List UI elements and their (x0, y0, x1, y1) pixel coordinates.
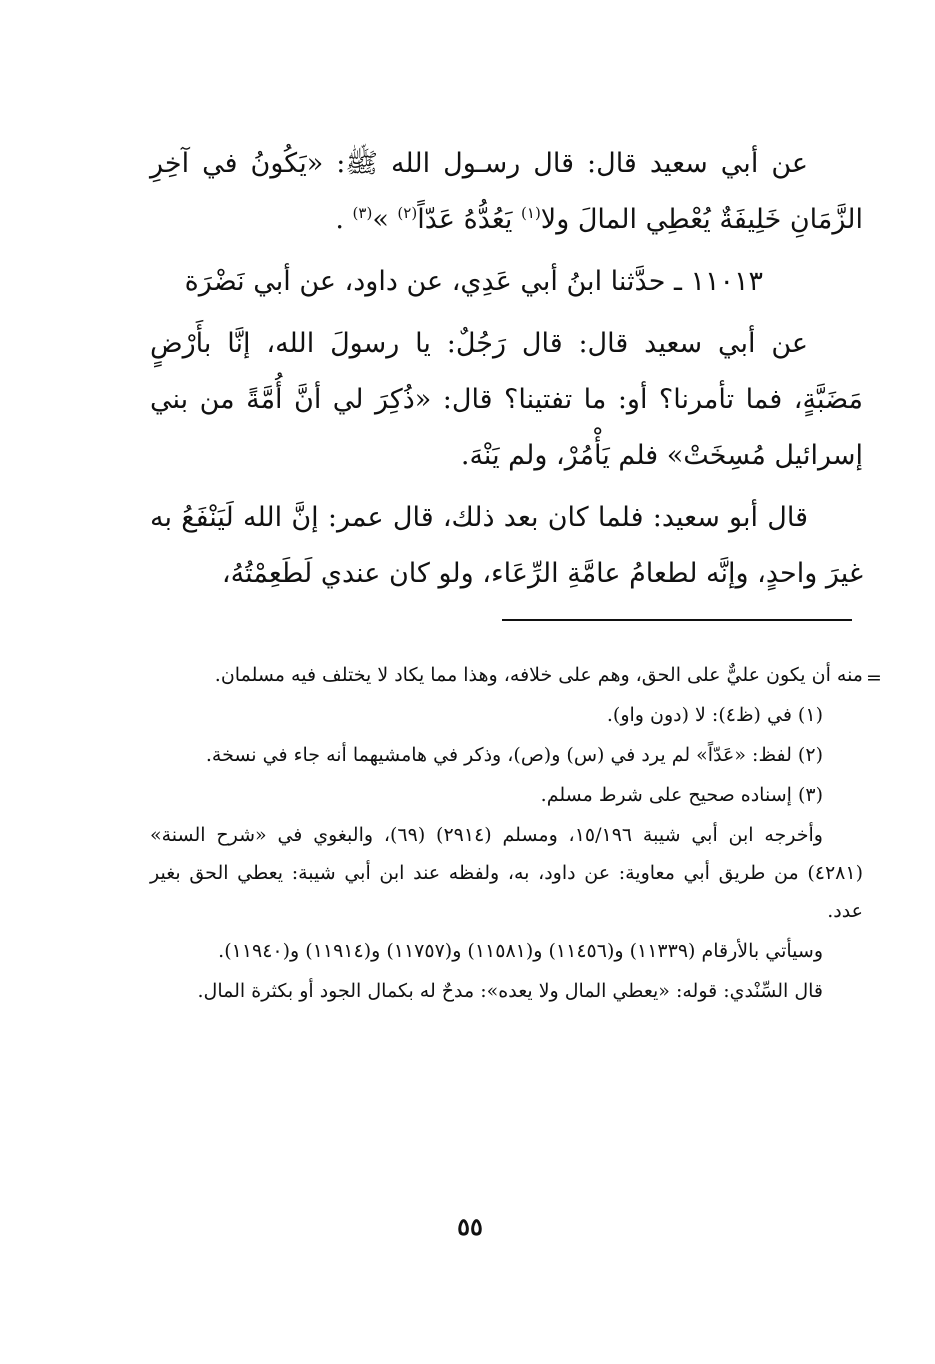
footnote-3-cross-refs: وسيأتي بالأرقام (١١٣٣٩) و(١١٤٥٦) و(١١٥٨١) و(١١٧٥٧) و(١١٩١٤) و(١١٩٤٠). (218, 940, 823, 962)
footnote-continuation: منه أن يكون عليٌّ على الحق، وهم على خلافه، وهذا مما يكاد لا يختلف فيه مسلمان. (214, 664, 863, 686)
footnote-2: (٢) لفظ: «عَدّاً» لم يرد في (س) و(ص)، وذكر في هامشيهما أنه جاء في نسخة. (205, 744, 823, 766)
footnote-ref-2: (٢) (397, 204, 418, 222)
hadith-paragraph-2: عن أبي سعيد قال: قال رَجُلٌ: يا رسولَ الله، إنَّا بأَرْضٍ مَضَبَّةٍ، فما تأمرنا؟ أو: ما تفتينا؟ قال: «ذُكِرَ لي أنَّ أُمَّةً من بني إسرائيل مُسِخَتْ» فلم يَأْمُرْ، ولم يَنْهَ. (150, 328, 863, 471)
main-text-body (150, 136, 863, 608)
footnote-3-takhrij: وأخرجه ابن أبي شيبة ١٥/١٩٦، ومسلم (٢٩١٤) (٦٩)، والبغوي في «شرح السنة» (٤٢٨١) من طريق أبي معاوية: عن داود، به، ولفظه عند ابن أبي شيبة: يعطي الحق بغير عدد. (150, 824, 863, 922)
hadith-paragraph-3: قال أبو سعيد: فلما كان بعد ذلك، قال عمر: إنَّ الله لَيَنْفَعُ به غيرَ واحدٍ، وإنَّه لطعامُ عامَّةِ الرِّعَاء، ولو كان عندي لَطَعِمْتُهُ، (150, 502, 863, 589)
footnote-separator (502, 619, 852, 621)
footnote-3: (٣) إسناده صحيح على شرط مسلم. (540, 784, 823, 806)
hadith-text: عن أبي سعيد قال: قال رسـول الله ﷺ: «يَكُونُ في آخِرِ الزَّمَانِ خَلِيفَةٌ يُعْطِي المالَ ولا (150, 148, 863, 235)
footnote-1: (١) في (ظ٤): لا (دون واو). (606, 704, 823, 726)
footnote-3-sindi: قال السِّنْدي: قوله: «يعطي المال ولا يعده»: مدحٌ له بكمال الجود أو بكثرة المال. (197, 980, 823, 1002)
footnotes-section (150, 656, 863, 1012)
hadith-paragraph-1 (150, 136, 863, 248)
hadith-text-cont: يَعُدُّهُ عَدّاً (417, 204, 522, 235)
page-number: ٥٥ (457, 1212, 483, 1241)
continuation-mark: = (866, 667, 882, 689)
quote-close: » (372, 204, 398, 235)
footnote-ref-1: (١) (521, 204, 541, 222)
footnote-ref-3: (٣) (352, 204, 373, 222)
period: . (335, 204, 353, 235)
hadith-number-line: ١١٠١٣ ـ حدَّثنا ابنُ أبي عَدِي، عن داود، عن أبي نَضْرَة (184, 266, 763, 297)
